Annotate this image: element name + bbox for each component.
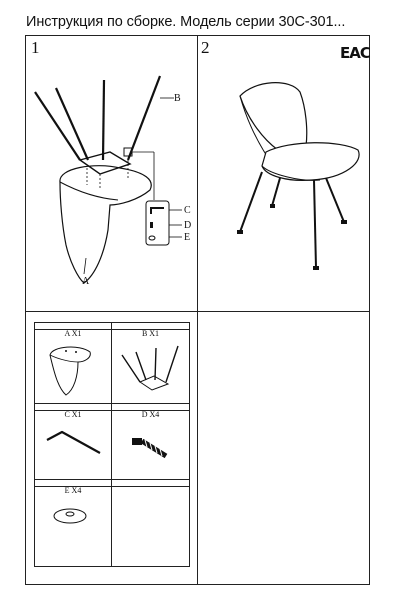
parts-header-b: B X1 <box>111 322 190 330</box>
label-d: D <box>184 220 192 231</box>
part-a-seat-shell <box>50 347 90 395</box>
parts-header-c: C X1 <box>34 403 112 411</box>
part-e-washer <box>54 509 86 523</box>
label-b: B <box>174 93 181 104</box>
step-1-number: 1 <box>31 38 40 57</box>
step-2-number: 2 <box>201 38 210 57</box>
eac-mark: EAC <box>340 44 370 62</box>
parts-header-a: A X1 <box>34 322 112 330</box>
parts-header-d: D X4 <box>111 403 190 411</box>
label-a: A <box>82 276 90 287</box>
part-b-leg-frame <box>122 346 178 390</box>
label-c: C <box>184 205 191 216</box>
part-c-allen-key <box>47 432 100 453</box>
document-title: Инструкция по сборке. Модель серии 30С-301... <box>26 14 346 30</box>
label-e: E <box>184 232 191 243</box>
part-d-bolt <box>132 438 166 456</box>
parts-header-e: E X4 <box>34 479 112 487</box>
